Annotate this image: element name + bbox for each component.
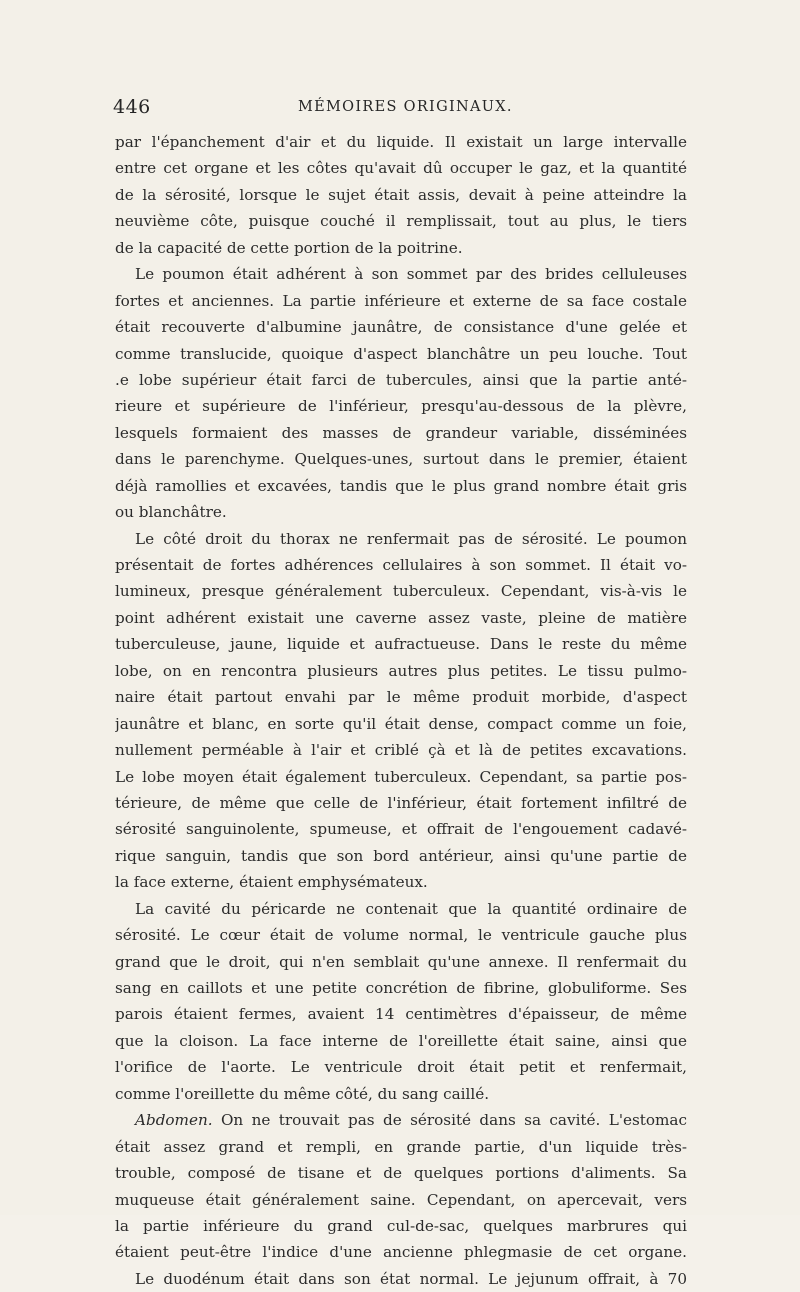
text-line: [115, 526, 687, 552]
line-text: présentait de fortes adhérences cellulaires à son sommet. Il était vo-: [115, 556, 687, 574]
line-text: était recouverte d'albumine jaunâtre, de consistance d'une gelée et: [115, 318, 687, 337]
text-line: [115, 420, 687, 446]
text-line: [115, 182, 687, 208]
text-line: [115, 578, 687, 604]
line-text: nullement perméable à l'air et criblé çà et là de petites excavations.: [115, 741, 687, 760]
text-line: [115, 1107, 687, 1133]
line-text: ou blanchâtre.: [115, 503, 227, 522]
text-line: [115, 658, 687, 684]
text-line: [115, 235, 687, 261]
text-line: [115, 499, 687, 525]
text-line: [115, 155, 687, 181]
text-line: [115, 843, 687, 869]
page-header: [113, 96, 687, 120]
text-line: [115, 605, 687, 631]
line-text: Le duodénum était dans son état normal. Le jejunum offrait, à 70: [135, 1269, 687, 1288]
text-line: [115, 446, 687, 472]
line-text: dans le parenchyme. Quelques-unes, surtout dans le premier, étaient: [115, 450, 687, 469]
line-text: naire était partout envahi par le même produit morbide, d'aspect: [115, 688, 687, 707]
text-line: [115, 129, 687, 155]
body-text: [115, 129, 687, 1292]
line-text: térieure, de même que celle de l'inférieur, était fortement infiltré de: [115, 793, 687, 812]
text-line: [115, 1081, 687, 1107]
line-text: rique sanguin, tandis que son bord antérieur, ainsi qu'une partie de: [115, 846, 687, 865]
line-text: point adhérent existait une caverne assez vaste, pleine de matière: [115, 608, 687, 627]
text-line: [115, 367, 687, 393]
line-text: que la cloison. La face interne de l'oreillette était saine, ainsi que: [115, 1031, 687, 1050]
text-line: [115, 949, 687, 975]
text-line: [115, 288, 687, 314]
line-text: lesquels formaient des masses de grandeur variable, disséminées: [115, 423, 687, 442]
line-text: tuberculeuse, jaune, liquide et aufractueuse. Dans le reste du même: [115, 635, 687, 654]
text-line: [115, 1266, 687, 1292]
line-text: sérosité sanguinolente, spumeuse, et offrait de l'engouement cadavé-: [115, 820, 687, 839]
text-line: [115, 552, 687, 578]
line-text: la face externe, étaient emphysémateux.: [115, 873, 428, 892]
line-text: déjà ramollies et excavées, tandis que le plus grand nombre était gris: [115, 476, 687, 495]
text-line: [115, 764, 687, 790]
line-text: entre cet organe et les côtes qu'avait dû occuper le gaz, et la quantité: [115, 159, 687, 178]
line-text: comme translucide, quoique d'aspect blanchâtre un peu louche. Tout: [115, 344, 687, 363]
line-text: jaunâtre et blanc, en sorte qu'il était dense, compact comme un foie,: [115, 714, 687, 733]
line-text: la partie inférieure du grand cul-de-sac, quelques marbrures qui: [115, 1216, 687, 1235]
text-line: [115, 393, 687, 419]
line-text: rieure et supérieure de l'inférieur, presqu'au-dessous de la plèvre,: [115, 397, 687, 416]
line-text: La cavité du péricarde ne contenait que la quantité ordinaire de: [135, 899, 687, 918]
text-line: [115, 975, 687, 1001]
line-text: On ne trouvait pas de sérosité dans sa cavité. L'estomac: [212, 1111, 687, 1130]
page-number: 446: [113, 96, 151, 118]
text-line: [115, 816, 687, 842]
line-text: grand que le droit, qui n'en semblait qu'une annexe. Il renfermait du: [115, 952, 687, 971]
line-text: était assez grand et rempli, en grande partie, d'un liquide très-: [115, 1137, 687, 1156]
text-line: [115, 314, 687, 340]
line-text: par l'épanchement d'air et du liquide. Il existait un large intervalle: [115, 133, 687, 151]
text-line: [115, 1054, 687, 1080]
line-text: Le lobe moyen était également tuberculeux. Cependant, sa partie pos-: [115, 767, 687, 786]
line-text: muqueuse était généralement saine. Cependant, on apercevait, vers: [115, 1190, 687, 1209]
line-text: de la capacité de cette portion de la poitrine.: [115, 238, 463, 257]
text-line: [115, 261, 687, 287]
text-line: [115, 1239, 687, 1265]
text-line: [115, 1028, 687, 1054]
running-head: MÉMOIRES ORIGINAUX.: [298, 99, 513, 115]
text-line: [115, 1160, 687, 1186]
line-text: neuvième côte, puisque couché il remplissait, tout au plus, le tiers: [115, 212, 687, 231]
line-text: lobe, on en rencontra plusieurs autres plus petites. Le tissu pulmo-: [115, 661, 687, 680]
line-text: Le côté droit du thorax ne renfermait pas de sérosité. Le poumon: [135, 529, 687, 548]
line-text: étaient peut-être l'indice d'une ancienne phlegmasie de cet organe.: [115, 1243, 687, 1262]
line-text: trouble, composé de tisane et de quelques portions d'aliments. Sa: [115, 1164, 687, 1183]
line-text: sang en caillots et une petite concrétion de fibrine, globuliforme. Ses: [115, 979, 687, 997]
text-line: [115, 631, 687, 657]
text-line: [115, 1001, 687, 1027]
line-text: .e lobe supérieur était farci de tubercules, ainsi que la partie anté-: [115, 370, 687, 389]
text-line: [115, 711, 687, 737]
text-line: [115, 341, 687, 367]
line-text: parois étaient fermes, avaient 14 centimètres d'épaisseur, de même: [115, 1005, 687, 1024]
text-line: [115, 922, 687, 948]
text-line: [115, 790, 687, 816]
text-line: [115, 737, 687, 763]
text-line: [115, 896, 687, 922]
text-line: [115, 1134, 687, 1160]
text-line: [115, 869, 687, 895]
text-line: [115, 1213, 687, 1239]
text-line: [115, 208, 687, 234]
line-text: de la sérosité, lorsque le sujet était assis, devait à peine atteindre la: [115, 185, 687, 204]
line-text: fortes et anciennes. La partie inférieure et externe de sa face costale: [115, 291, 687, 310]
section-label: Abdomen.: [135, 1111, 213, 1130]
text-line: [115, 473, 687, 499]
line-text: Le poumon était adhérent à son sommet par des brides celluleuses: [135, 265, 687, 284]
line-text: lumineux, presque généralement tuberculeux. Cependant, vis-à-vis le: [115, 582, 687, 601]
text-line: [115, 684, 687, 710]
line-text: comme l'oreillette du même côté, du sang caillé.: [115, 1084, 490, 1103]
text-line: [115, 1187, 687, 1213]
line-text: sérosité. Le cœur était de volume normal, le ventricule gauche plus: [115, 926, 687, 945]
line-text: l'orifice de l'aorte. Le ventricule droit était petit et renfermait,: [115, 1058, 687, 1077]
